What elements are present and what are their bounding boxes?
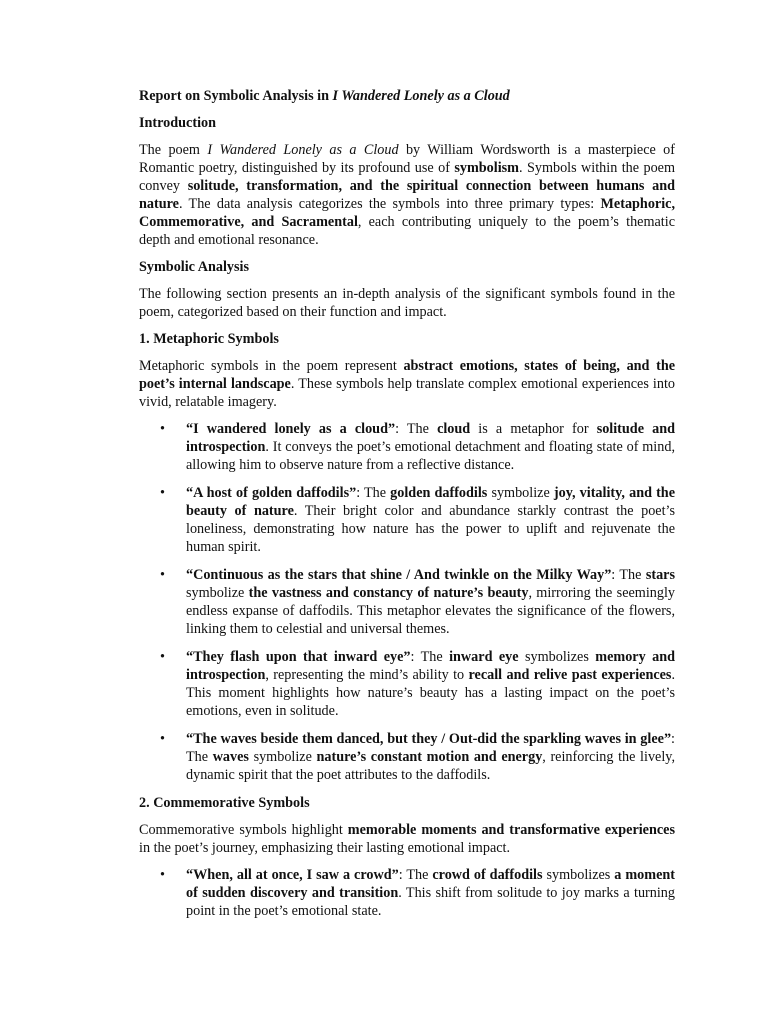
text-run: . It conveys the poet’s emotional detachment and floating state of mind, allowing him to observe nature from a reflective distance. — [186, 439, 675, 473]
text-run: . This shift from solitude to joy marks a turning point in the poet’s emotional state. — [186, 885, 675, 919]
bold-text-run: Metaphoric, Commemorative, and Sacramental — [139, 196, 675, 230]
text-run: , mirroring the seemingly endless expanse of daffodils. This metaphor elevates the significance of the flowers, linking them to celestial and universal themes. — [186, 585, 675, 637]
bold-text-run: the vastness and constancy of nature’s beauty — [248, 585, 529, 601]
bold-text-run: “I wandered lonely as a cloud” — [186, 421, 396, 437]
text-run: symbolizes — [518, 649, 596, 665]
text-run: The poem — [139, 142, 208, 158]
text-run: . This moment highlights how nature’s beauty has a lasting impact on the poet’s emotions, even in solitude. — [186, 667, 675, 719]
bold-text-run: “They flash upon that inward eye” — [186, 649, 411, 665]
italic-text-run: I Wandered Lonely as a Cloud — [207, 142, 399, 158]
text-run: , each contributing uniquely to the poem’s thematic depth and emotional resonance. — [139, 214, 675, 248]
introduction-heading: Introduction — [139, 115, 216, 131]
bold-text-run: “Continuous as the stars that shine / And twinkle on the Milky Way” — [186, 567, 612, 583]
bullet-list-item — [139, 866, 675, 920]
bold-text-run: memory and introspection — [186, 649, 676, 683]
bullet-list-item — [139, 566, 675, 638]
text-run: Metaphoric symbols in the poem represent — [139, 358, 404, 374]
bold-text-run: golden daffodils — [390, 485, 488, 501]
bold-text-run: inward eye — [449, 649, 519, 665]
bullet-list-item — [139, 648, 675, 720]
symbolic-analysis-heading: Symbolic Analysis — [139, 259, 249, 275]
text-run: Commemorative symbols highlight — [139, 822, 348, 838]
document-body — [139, 87, 675, 930]
bold-text-run: solitude and introspection — [186, 421, 675, 455]
bold-text-run: “A host of golden daffodils” — [186, 485, 357, 501]
text-run: : The — [395, 421, 438, 437]
bullet-list-item — [139, 730, 675, 784]
bold-text-run: nature’s constant motion and energy — [316, 749, 543, 765]
text-run: by William Wordsworth is a masterpiece of Romantic poetry, distinguished by its profound use of — [139, 142, 675, 176]
commemorative-symbols-paragraph — [139, 821, 675, 857]
bold-text-run: waves — [212, 749, 249, 765]
bold-text-run: cloud — [437, 421, 471, 437]
bold-text-run: symbolism — [454, 160, 519, 176]
commemorative-symbols-heading: 2. Commemorative Symbols — [139, 795, 310, 811]
bold-text-run: solitude, transformation, and the spiritual connection between humans and nature — [139, 178, 675, 212]
text-run: : The — [186, 731, 675, 765]
metaphoric-symbols-paragraph — [139, 357, 675, 411]
report-title — [139, 87, 675, 105]
text-run: . These symbols help translate complex emotional experiences into vivid, relatable imagery. — [139, 376, 675, 410]
text-run: , reinforcing the lively, dynamic spirit that the poet attributes to the daffodils. — [186, 749, 675, 783]
bold-text-run: “The waves beside them danced, but they / Out-did the sparkling waves in glee” — [186, 731, 672, 747]
bold-text-run: stars — [645, 567, 675, 583]
bullet-list-item — [139, 484, 675, 556]
introduction-paragraph — [139, 141, 675, 249]
text-run: symbolize — [487, 485, 554, 501]
text-run: is a metaphor for — [470, 421, 597, 437]
text-run: . The data analysis categorizes the symbols into three primary types: — [178, 196, 601, 212]
text-run: : The — [356, 485, 391, 501]
report-title-poem: I Wandered Lonely as a Cloud — [332, 88, 510, 104]
text-run: : The — [410, 649, 450, 665]
metaphoric-symbols-heading: 1. Metaphoric Symbols — [139, 331, 279, 347]
bold-text-run: recall and relive past experiences — [468, 667, 672, 683]
bold-text-run: crowd of daffodils — [432, 867, 543, 883]
report-title-prefix: Report on Symbolic Analysis in — [139, 88, 333, 104]
text-run: The following section presents an in-depth analysis of the significant symbols found in the poem, categorized based on their function and impact. — [139, 286, 675, 320]
text-run: symbolize — [248, 749, 317, 765]
text-run: . Their bright color and abundance starkly contrast the poet’s loneliness, demonstrating how nature has the power to uplift and rejuvenate the human spirit. — [186, 503, 675, 555]
metaphoric-symbols-list — [139, 420, 675, 784]
text-run: . Symbols within the poem convey — [139, 160, 675, 194]
text-run: symbolizes — [542, 867, 615, 883]
bullet-list-item — [139, 420, 675, 474]
text-run: : The — [611, 567, 646, 583]
symbolic-analysis-paragraph — [139, 285, 675, 321]
text-run: symbolize — [186, 585, 249, 601]
bold-text-run: memorable moments and transformative experiences — [347, 822, 675, 838]
text-run: in the poet’s journey, emphasizing their lasting emotional impact. — [139, 840, 511, 856]
bold-text-run: a moment of sudden discovery and transition — [186, 867, 675, 901]
text-run: , representing the mind’s ability to — [265, 667, 469, 683]
commemorative-symbols-list — [139, 866, 675, 920]
text-run: : The — [398, 867, 433, 883]
bold-text-run: “When, all at once, I saw a crowd” — [186, 867, 399, 883]
bold-text-run: joy, vitality, and the beauty of nature — [186, 485, 675, 519]
bold-text-run: abstract emotions, states of being, and the poet’s internal landscape — [139, 358, 676, 392]
